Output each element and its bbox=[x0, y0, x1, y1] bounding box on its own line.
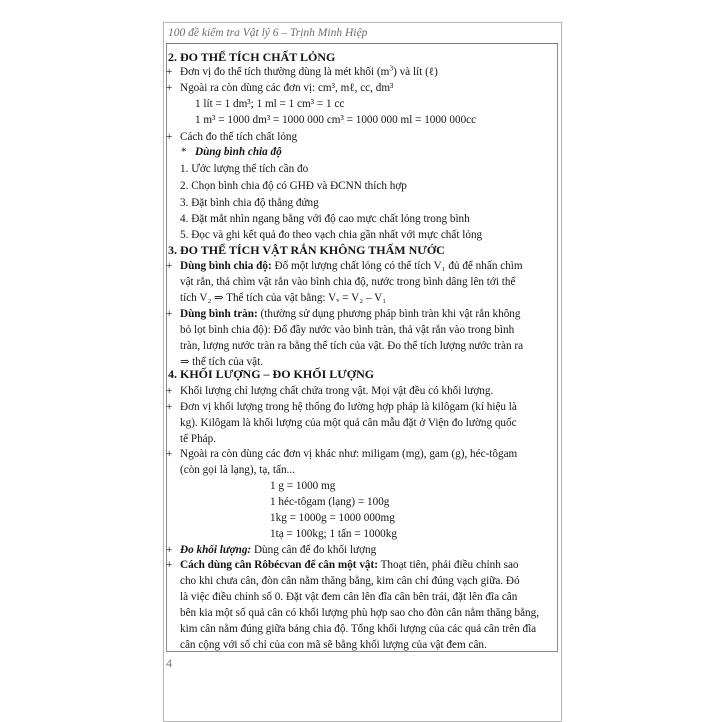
s4-equation: 1kg = 1000g = 1000 000mg bbox=[270, 512, 395, 524]
section-4-heading: 4. KHỐI LƯỢNG – ĐO KHỐI LƯỢNG bbox=[168, 367, 375, 381]
bullet-plus-icon: + bbox=[166, 385, 173, 397]
asterisk-icon: * bbox=[181, 146, 187, 158]
s4-bullet-3-line: Ngoài ra còn dùng các đơn vị khác như: miligam (mg), gam (g), héc-tôgam bbox=[180, 448, 518, 460]
s2-subtitle: Dùng bình chia độ bbox=[195, 146, 282, 158]
bullet-plus-icon: + bbox=[166, 66, 173, 78]
s2-step: 1. Ước lượng thể tích cần đo bbox=[180, 163, 309, 175]
s4-bullet-3-line: (còn gọi là lạng), tạ, tấn... bbox=[180, 464, 295, 476]
s4-bullet-5-line: cho khi chưa cân, đòn cân nằm thăng bằng, kim cân chỉ đúng vạch giữa. Đó bbox=[180, 575, 520, 587]
page-header: 100 đề kiểm tra Vật lý 6 – Trịnh Minh Hiệp bbox=[166, 24, 558, 44]
bullet-plus-icon: + bbox=[166, 559, 173, 571]
s4-bullet-5-line: kim cân nằm đúng giữa bảng chia độ. Tổng khối lượng của các quả cân trên đĩa bbox=[180, 623, 537, 635]
s3-para-2-line: ⇒ thể tích của vật. bbox=[180, 356, 263, 368]
s3-para-1-line: Dùng bình chia độ: Đổ một lượng chất lỏng có thể tích V₁ đủ để nhấn chìm bbox=[180, 260, 523, 272]
s4-bullet-4: Đo khối lượng: Dùng cân để đo khối lượng bbox=[180, 544, 377, 556]
bullet-plus-icon: + bbox=[166, 308, 173, 320]
bullet-plus-icon: + bbox=[166, 131, 173, 143]
s2-step: 2. Chọn bình chia độ có GHĐ và ĐCNN thích hợp bbox=[180, 180, 407, 192]
s2-bullet-2: Ngoài ra còn dùng các đơn vị: cm³, mℓ, cc, dm³ bbox=[180, 82, 394, 94]
section-3-heading: 3. ĐO THỂ TÍCH VẬT RẮN KHÔNG THẤM NƯỚC bbox=[168, 243, 445, 257]
s4-bullet-2-line: tế Pháp. bbox=[180, 433, 217, 445]
s4-bullet-1: Khối lượng chỉ lượng chất chứa trong vật. Mọi vật đều có khối lượng. bbox=[180, 385, 494, 397]
bullet-plus-icon: + bbox=[166, 82, 173, 94]
bullet-plus-icon: + bbox=[166, 260, 173, 272]
s4-bullet-5-line: cân cộng với số chỉ của con mã sẽ bằng khối lượng của vật đem cân. bbox=[180, 639, 487, 651]
s3-para-2-line: tràn, lượng nước tràn ra bằng thể tích của vật. Đo thể tích lượng nước tràn ra bbox=[180, 340, 524, 352]
bullet-plus-icon: + bbox=[166, 448, 173, 460]
s2-equation-2: 1 m³ = 1000 dm³ = 1000 000 cm³ = 1000 000 ml = 1000 000cc bbox=[195, 114, 477, 126]
s3-para-2-line: Dùng bình tràn: (thường sử dụng phương pháp bình tràn khi vật rắn không bbox=[180, 308, 521, 320]
bullet-plus-icon: + bbox=[166, 401, 173, 413]
s4-bullet-2-line: Đơn vị khối lượng trong hệ thống đo lường hợp pháp là kilôgam (kí hiệu là bbox=[180, 401, 517, 413]
s3-para-1-line: vật rắn, thả chìm vật rắn vào bình chia độ, nước trong bình dâng lên tới thể bbox=[180, 276, 516, 288]
s4-equation: 1tạ = 100kg; 1 tấn = 1000kg bbox=[270, 528, 397, 540]
s4-bullet-2-line: kg). Kilôgam là khối lượng của một quả cân mẫu đặt ở Viện đo lường quốc bbox=[180, 417, 517, 429]
s2-equation-1: 1 lít = 1 dm³; 1 ml = 1 cm³ = 1 cc bbox=[195, 98, 345, 110]
s2-step: 3. Đặt bình chia độ thẳng đứng bbox=[180, 197, 319, 209]
s2-step: 5. Đọc và ghi kết quả đo theo vạch chia gần nhất với mực chất lỏng bbox=[180, 229, 483, 241]
s2-bullet-3: Cách đo thể tích chất lỏng bbox=[180, 131, 298, 143]
s3-para-2-line: bỏ lọt bình chia độ): Đổ đầy nước vào bình tràn, thả vật rắn vào trong bình bbox=[180, 324, 515, 336]
s2-bullet-1: Đơn vị đo thể tích thường dùng là mét khối $(m^3)$ và lít (ℓ) bbox=[180, 63, 438, 78]
page-number: 4 bbox=[166, 656, 172, 670]
s4-equation: 1 héc-tôgam (lạng) = 100g bbox=[270, 496, 390, 508]
s3-para-1-line: tích V₂ ⇒ Thể tích của vật bằng: Vᵥ = V₂ – V₁ bbox=[180, 292, 387, 304]
right-margin-line bbox=[557, 44, 558, 652]
bullet-plus-icon: + bbox=[166, 544, 173, 556]
s4-bullet-5-line: là việc điều chỉnh số 0. Đặt vật đem cân lên đĩa cân bên trái, đặt lên đĩa cân bbox=[180, 591, 518, 603]
s4-bullet-5-line: bên kia một số quả cân có khối lượng phù hợp sao cho đòn cân nằm thăng bằng, bbox=[180, 607, 540, 619]
s2-step: 4. Đặt mắt nhìn ngang bằng với độ cao mực chất lỏng trong bình bbox=[180, 213, 470, 225]
s4-equation: 1 g = 1000 mg bbox=[270, 480, 336, 492]
s4-bullet-5-line: Cách dùng cân Rôbécvan để cân một vật: Thoạt tiên, phải điều chỉnh sao bbox=[180, 559, 519, 571]
section-2-heading: 2. ĐO THỂ TÍCH CHẤT LỎNG bbox=[168, 50, 336, 64]
